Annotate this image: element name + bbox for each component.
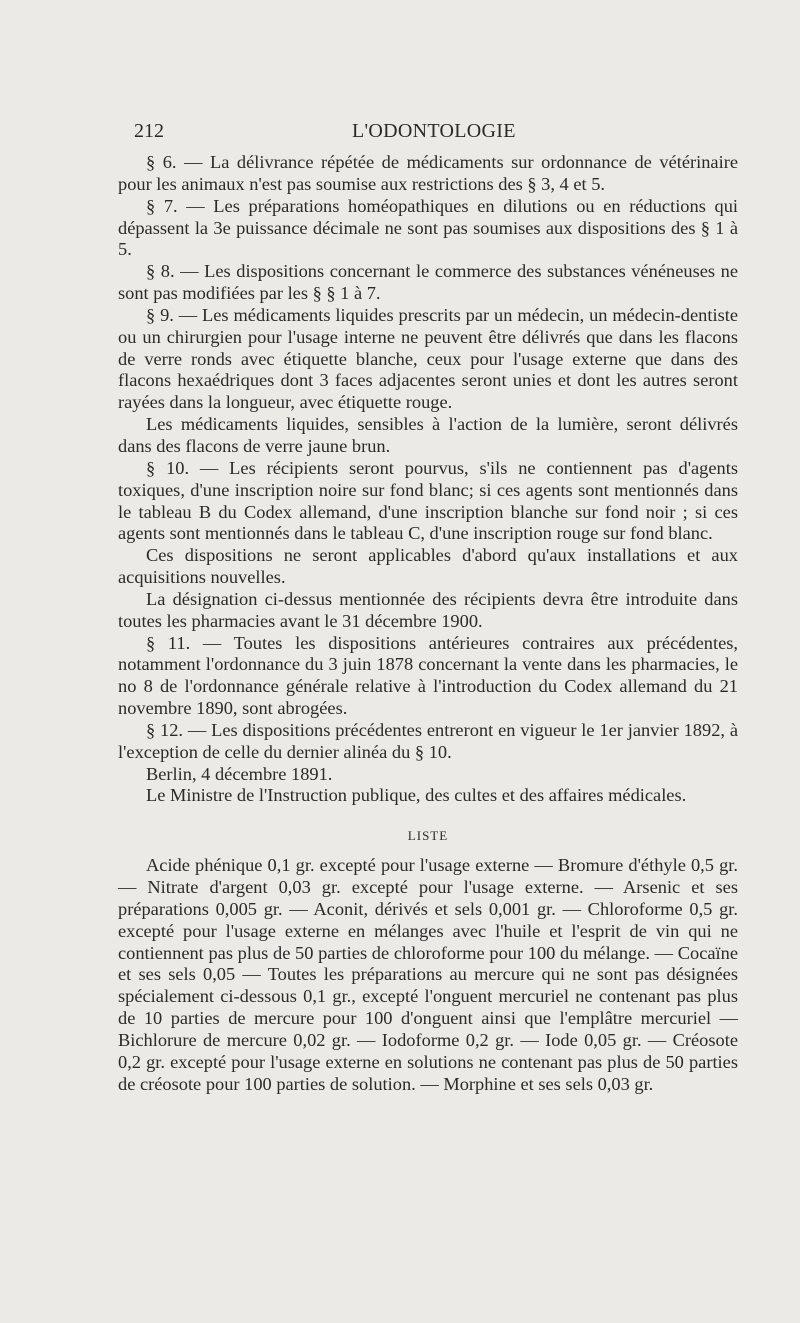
paragraph-section-6: § 6. — La délivrance répétée de médicaments sur ordonnance de vétérinaire pour les animaux n'est pas soumise aux restrictions des § 3, 4 et 5. bbox=[118, 152, 738, 194]
paragraph-section-12: § 12. — Les dispositions précédentes entreront en vigueur le 1er janvier 1892, à l'exception de celle du dernier alinéa du § 10. bbox=[118, 719, 738, 762]
paragraph-section-8: § 8. — Les dispositions concernant le commerce des substances vénéneuses ne sont pas modifiées par les § § 1 à 7. bbox=[118, 261, 738, 304]
paragraph-section-7: § 7. — Les préparations homéopathiques en dilutions ou en réductions qui dépassent la 3e puissance décimale ne sont pas soumises aux dispositions des § 1 à 5. bbox=[118, 195, 738, 260]
body-text bbox=[118, 152, 738, 1095]
paragraph-section-11: § 11. — Toutes les dispositions antérieures contraires aux précédentes, notamment l'ordonnance du 3 juin 1878 concernant la vente dans les pharmacies, le no 8 de l'ordonnance générale relative à l'introduction du Codex allemand du 21 novembre 1890, sont abrogées. bbox=[118, 632, 738, 719]
paragraph-light-sensitive: Les médicaments liquides, sensibles à l'action de la lumière, seront délivrés dans des flacons de verre jaune brun. bbox=[118, 414, 738, 456]
page-header bbox=[134, 120, 734, 148]
paragraph-section-9: § 9. — Les médicaments liquides prescrits par un médecin, un médecin-dentiste ou un chirurgien pour l'usage interne ne peuvent être délivrés que dans les flacons de verre ronds avec étiquette blanche, ceux pour l'usage externe que dans des flacons hexaédriques dont 3 faces adjacentes seront unies et dont les autres seront rayées dans la longueur, avec étiquette rouge. bbox=[118, 304, 738, 413]
paragraph-applicability: Ces dispositions ne seront applicables d'abord qu'aux installations et aux acquisitions nouvelles. bbox=[118, 545, 738, 588]
paragraph-designation: La désignation ci-dessus mentionnée des récipients devra être introduite dans toutes les pharmacies avant le 31 décembre 1900. bbox=[118, 588, 738, 631]
running-title: L'ODONTOLOGIE bbox=[352, 120, 516, 142]
page-number: 212 bbox=[134, 120, 164, 142]
list-text: Acide phénique 0,1 gr. excepté pour l'usage externe — Bromure d'éthyle 0,5 gr. — Nitrate d'argent 0,03 gr. excepté pour l'usage externe. — Arsenic et ses préparations 0,005 gr. — Aconit, dérivés et sels 0,001 gr. — Chloroforme 0,5 gr. excepté pour l'usage externe en mélanges avec l'huile et l'esprit de vin qui ne contiennent pas plus de 50 parties de chloroforme pour 100 du mélange. — Cocaïne et ses sels 0,05 — Toutes les préparations au mercure qui ne sont pas désignées spécialement ci-dessous 0,1 gr., excepté l'onguent mercuriel ne contenant pas plus de 10 parties de mercure pour 100 d'onguent ainsi que l'emplâtre mercuriel — Bichlorure de mercure 0,02 gr. — Iodoforme 0,2 gr. — Iode 0,05 gr. — Créosote 0,2 gr. excepté pour l'usage externe en solutions ne contenant pas plus de 50 parties de créosote pour 100 parties de solution. — Morphine et ses sels 0,03 gr. bbox=[118, 855, 738, 1094]
dateline: Berlin, 4 décembre 1891. bbox=[146, 763, 333, 784]
paragraph-section-10: § 10. — Les récipients seront pourvus, s'ils ne contiennent pas d'agents toxiques, d'une inscription noire sur fond blanc; si ces agents sont mentionnés dans le tableau B du Codex allemand, d'une inscription blanche sur fond noir ; si ces agents sont mentionnés dans le tableau C, d'une inscription rouge sur fond blanc. bbox=[118, 457, 738, 544]
list-title: LISTE bbox=[407, 828, 449, 844]
signature-line: Le Ministre de l'Instruction publique, des cultes et des affaires médicales. bbox=[146, 785, 687, 806]
